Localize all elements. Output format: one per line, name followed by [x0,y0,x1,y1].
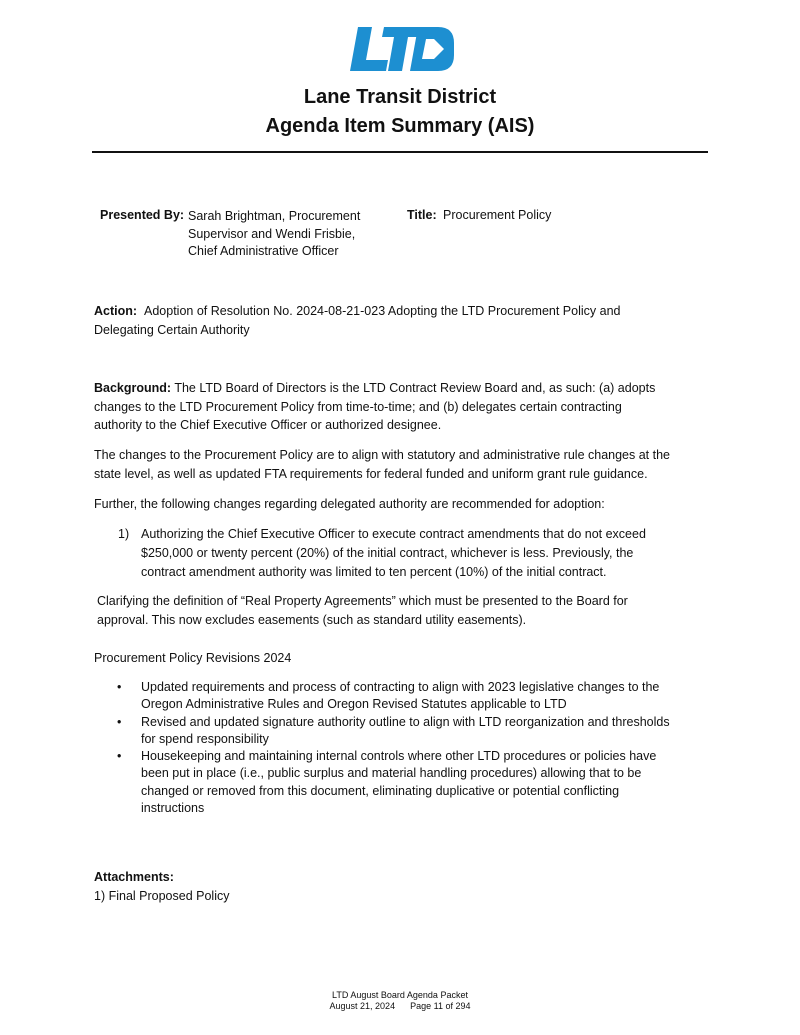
attachments-label: Attachments: [94,870,174,884]
bullet-icon: • [117,680,122,694]
list-item: • Housekeeping and maintaining internal controls where other LTD procedures or policies have been put in place (i.e., public surplus and material handling procedures) allowing that to be changed or removed from this document, eliminating duplicative or potential conflicting instructions [117,749,657,816]
title-value: Procurement Policy [443,208,552,222]
document-org-title: Lane Transit District [303,86,497,108]
clarify-paragraph: Clarifying the definition of “Real Property Agreements” which must be presented to the Board for approval. This now excludes easements (such as standard utility easements). [97,594,628,627]
attachments-section [94,868,714,905]
list-item: • Updated requirements and process of contracting to align with 2023 legislative changes to the Oregon Administrative Rules and Oregon Revised Statutes applicable to LTD [117,680,660,712]
bullet-icon: • [117,749,122,764]
background-section: Background: The LTD Board of Directors is the LTD Contract Review Board and, as such: (a) adopts changes to the LTD Procurement Policy from time-to-time; and (b) delegates certain contracting authority to the Chief Executive Officer or authorized designee. [94,381,656,432]
bullet-icon: • [117,714,122,729]
action-label: Action: [94,304,138,318]
list-item: • Revised and updated signature authority outline to align with LTD reorganization and thresholds for spend responsibility [117,714,670,746]
numbered-list-item: 1) Authorizing the Chief Executive Officer to execute contract amendments that do not exceed $250,000 or twenty percent (20%) of the initial contract, whichever is less. Previously, the contract amendment authority was limited to ten percent (10%) of the initial contract. [118,527,646,579]
revisions-heading: Procurement Policy Revisions 2024 [94,651,292,665]
background-label: Background: [94,381,172,395]
header-divider [92,151,708,153]
further-paragraph: Further, the following changes regarding delegated authority are recommended for adoption: [94,497,605,511]
document-title: Agenda Item Summary (AIS) [265,115,535,137]
list-number: 1) [118,527,130,541]
action-section: Action: Adoption of Resolution No. 2024-08-21-023 Adopting the LTD Procurement Policy and Delegating Certain Authority [94,304,621,337]
attachment-link[interactable]: 1) Final Proposed Policy [94,888,230,903]
changes-paragraph: The changes to the Procurement Policy are to align with statutory and administrative rule changes at the state level, as well as updated FTA requirements for federal funded and uniform grant rule guidance. [94,448,671,481]
revisions-list [115,679,715,817]
presented-by-label: Presented By: [100,208,185,222]
ltd-logo [348,27,454,71]
title-label: Title: [407,208,437,222]
page-footer: LTD August Board Agenda Packet August 21, 2024 Page 11 of 294 [329,990,471,1011]
presented-by-value: Sarah Brightman, Procurement Supervisor and Wendi Frisbie, Chief Administrative Officer [188,209,361,258]
